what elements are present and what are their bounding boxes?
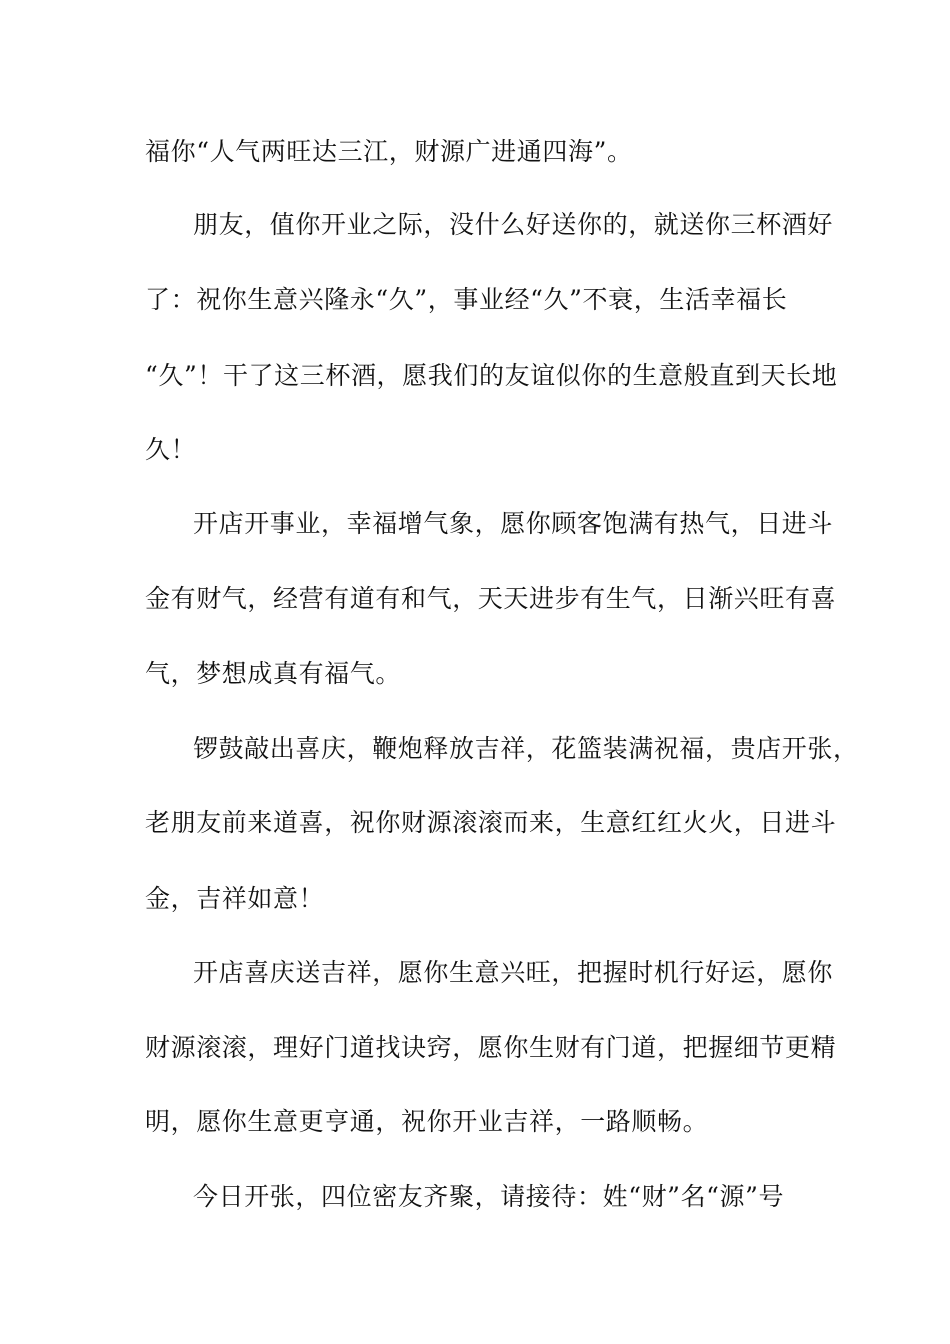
paragraph-start-line: 锣鼓敲出喜庆，鞭炮释放吉祥，花篮装满祝福，贵店开张， [193,734,859,763]
text-line: 明，愿你生意更亨通，祝你开业吉祥，一路顺畅。 [145,1107,709,1136]
text-line: 了：祝你生意兴隆永“久”，事业经“久”不衰，生活幸福长 [145,285,788,314]
text-line: 福你“人气两旺达三江，财源广进通四海”。 [145,137,633,166]
text-line: 金，吉祥如意！ [145,884,325,913]
paragraph-start-line: 今日开张，四位密友齐聚，请接待：姓“财”名“源”号 [193,1182,785,1211]
text-line: 气，梦想成真有福气。 [145,659,402,688]
text-line: “久”！干了这三杯酒，愿我们的友谊似你的生意般直到天长地 [145,361,838,390]
text-line: 金有财气，经营有道有和气，天天进步有生气，日渐兴旺有喜 [145,584,837,613]
paragraph-start-line: 朋友，值你开业之际，没什么好送你的，就送你三杯酒好 [193,210,834,239]
text-line: 财源滚滚，理好门道找诀窍，愿你生财有门道，把握细节更精 [145,1033,837,1062]
paragraph-start-line: 开店开事业，幸福增气象，愿你顾客饱满有热气，日进斗 [193,509,834,538]
text-line: 久！ [145,435,197,464]
text-line: 老朋友前来道喜，祝你财源滚滚而来，生意红红火火，日进斗 [145,808,837,837]
paragraph-start-line: 开店喜庆送吉祥，愿你生意兴旺，把握时机行好运，愿你 [193,958,834,987]
